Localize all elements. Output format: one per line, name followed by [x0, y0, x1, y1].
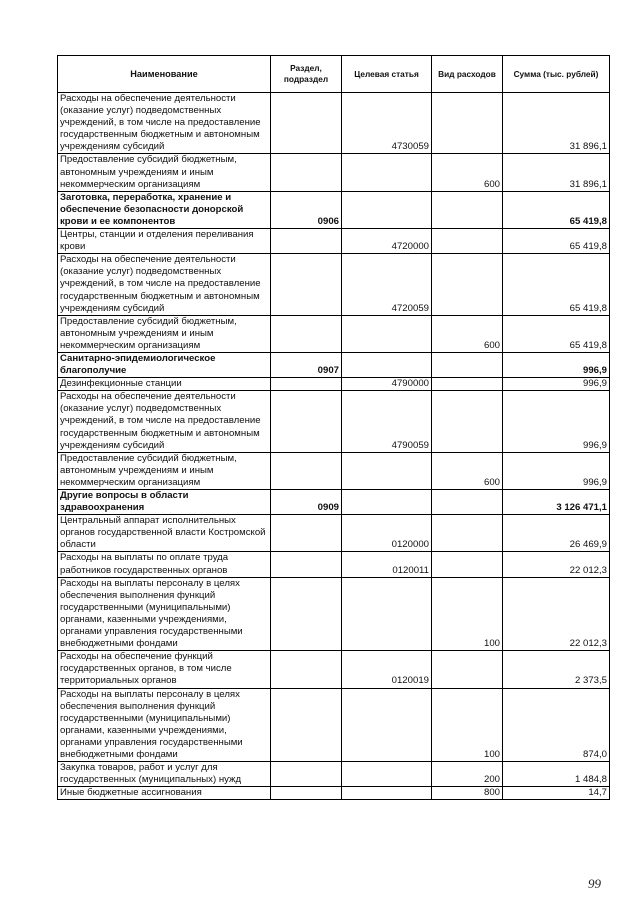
row-sum-cell: 14,7: [503, 787, 610, 800]
row-target-cell: 0120019: [342, 651, 432, 688]
row-type-cell: [432, 254, 503, 315]
row-target-cell: [342, 352, 432, 377]
row-sum-cell: 65 419,8: [503, 254, 610, 315]
table-row: [58, 154, 610, 191]
table-row: [58, 762, 610, 787]
table-row: [58, 651, 610, 688]
table-row: [58, 315, 610, 352]
row-name-cell: Иные бюджетные ассигнования: [58, 787, 271, 800]
row-type-cell: 800: [432, 787, 503, 800]
table-row: [58, 191, 610, 228]
row-sum-cell: 22 012,3: [503, 552, 610, 577]
table-body: [58, 93, 610, 800]
row-type-cell: [432, 490, 503, 515]
row-name-cell: Расходы на обеспечение деятельности (оказание услуг) подведомственных учреждений, в том числе на предоставление государственным бюджетным и автономным учреждениям субсидий: [58, 254, 271, 315]
row-section-cell: [271, 391, 342, 452]
row-target-cell: [342, 452, 432, 489]
row-section-cell: [271, 651, 342, 688]
row-name-cell: Расходы на обеспечение деятельности (оказание услуг) подведомственных учреждений, в том числе на предоставление государственным бюджетным и автономным учреждениям субсидий: [58, 93, 271, 154]
row-target-cell: 4720059: [342, 254, 432, 315]
row-name-cell: Закупка товаров, работ и услуг для государственных (муниципальных) нужд: [58, 762, 271, 787]
row-target-cell: [342, 787, 432, 800]
row-sum-cell: 65 419,8: [503, 315, 610, 352]
row-name-cell: Расходы на выплаты персоналу в целях обеспечения выполнения функций государственными (муниципальными) органами, казенными учреждениями, органами управления государственными внебюджетными фондами: [58, 688, 271, 762]
row-target-cell: [342, 577, 432, 651]
row-name-cell: Санитарно-эпидемиологическое благополучие: [58, 352, 271, 377]
row-section-cell: 0906: [271, 191, 342, 228]
row-type-cell: [432, 229, 503, 254]
table-row: [58, 254, 610, 315]
row-section-cell: [271, 452, 342, 489]
row-target-cell: [342, 688, 432, 762]
row-sum-cell: 3 126 471,1: [503, 490, 610, 515]
row-section-cell: [271, 515, 342, 552]
row-section-cell: [271, 577, 342, 651]
row-target-cell: 4790059: [342, 391, 432, 452]
row-type-cell: [432, 378, 503, 391]
budget-table: [57, 55, 610, 800]
row-sum-cell: 996,9: [503, 352, 610, 377]
row-type-cell: [432, 552, 503, 577]
table-row: [58, 352, 610, 377]
row-target-cell: 4720000: [342, 229, 432, 254]
row-sum-cell: 1 484,8: [503, 762, 610, 787]
row-name-cell: Другие вопросы в области здравоохранения: [58, 490, 271, 515]
table-row: [58, 490, 610, 515]
row-section-cell: [271, 688, 342, 762]
row-sum-cell: 996,9: [503, 391, 610, 452]
row-name-cell: Заготовка, переработка, хранение и обеспечение безопасности донорской крови и ее компонентов: [58, 191, 271, 228]
row-target-cell: [342, 191, 432, 228]
row-name-cell: Предоставление субсидий бюджетным, автономным учреждениям и иным некоммерческим организациям: [58, 452, 271, 489]
row-sum-cell: 996,9: [503, 378, 610, 391]
row-name-cell: Расходы на обеспечение деятельности (оказание услуг) подведомственных учреждений, в том числе на предоставление государственным бюджетным и автономным учреждениям субсидий: [58, 391, 271, 452]
row-name-cell: Предоставление субсидий бюджетным, автономным учреждениям и иным некоммерческим организациям: [58, 154, 271, 191]
row-section-cell: [271, 315, 342, 352]
row-type-cell: [432, 651, 503, 688]
row-section-cell: [271, 93, 342, 154]
row-type-cell: 600: [432, 315, 503, 352]
column-header-type: Вид расходов: [432, 56, 503, 93]
row-name-cell: Центральный аппарат исполнительных органов государственной власти Костромской области: [58, 515, 271, 552]
row-target-cell: [342, 762, 432, 787]
row-type-cell: [432, 191, 503, 228]
table-row: [58, 229, 610, 254]
row-sum-cell: 996,9: [503, 452, 610, 489]
row-type-cell: 600: [432, 154, 503, 191]
column-header-name: Наименование: [58, 56, 271, 93]
row-target-cell: [342, 315, 432, 352]
row-name-cell: Расходы на выплаты по оплате труда работников государственных органов: [58, 552, 271, 577]
row-section-cell: [271, 787, 342, 800]
row-type-cell: 100: [432, 577, 503, 651]
row-section-cell: [271, 552, 342, 577]
row-section-cell: [271, 762, 342, 787]
row-type-cell: 600: [432, 452, 503, 489]
row-sum-cell: 2 373,5: [503, 651, 610, 688]
row-name-cell: Дезинфекционные станции: [58, 378, 271, 391]
row-name-cell: Предоставление субсидий бюджетным, автономным учреждениям и иным некоммерческим организациям: [58, 315, 271, 352]
row-target-cell: 0120000: [342, 515, 432, 552]
row-section-cell: [271, 378, 342, 391]
row-target-cell: 4790000: [342, 378, 432, 391]
row-sum-cell: 65 419,8: [503, 191, 610, 228]
table-row: [58, 515, 610, 552]
table-row: [58, 378, 610, 391]
row-section-cell: [271, 229, 342, 254]
row-target-cell: [342, 154, 432, 191]
table-row: [58, 452, 610, 489]
row-sum-cell: 22 012,3: [503, 577, 610, 651]
column-header-section: Раздел, подраздел: [271, 56, 342, 93]
row-type-cell: 200: [432, 762, 503, 787]
table-row: [58, 552, 610, 577]
row-name-cell: Центры, станции и отделения переливания крови: [58, 229, 271, 254]
row-section-cell: 0909: [271, 490, 342, 515]
row-name-cell: Расходы на выплаты персоналу в целях обеспечения выполнения функций государственными (муниципальными) органами, казенными учреждениями, органами управления государственными внебюджетными фондами: [58, 577, 271, 651]
table-row: [58, 688, 610, 762]
row-target-cell: [342, 490, 432, 515]
table-row: [58, 391, 610, 452]
row-section-cell: [271, 154, 342, 191]
row-type-cell: [432, 515, 503, 552]
column-header-sum: Сумма (тыс. рублей): [503, 56, 610, 93]
table-row: [58, 787, 610, 800]
row-type-cell: [432, 391, 503, 452]
row-sum-cell: 31 896,1: [503, 154, 610, 191]
row-name-cell: Расходы на обеспечение функций государственных органов, в том числе территориальных органов: [58, 651, 271, 688]
row-section-cell: 0907: [271, 352, 342, 377]
row-section-cell: [271, 254, 342, 315]
row-type-cell: 100: [432, 688, 503, 762]
row-sum-cell: 65 419,8: [503, 229, 610, 254]
page-number: 99: [588, 876, 601, 891]
row-type-cell: [432, 93, 503, 154]
table-row: [58, 577, 610, 651]
table-header-row: [58, 56, 610, 93]
row-sum-cell: 874,0: [503, 688, 610, 762]
row-target-cell: 0120011: [342, 552, 432, 577]
table-row: [58, 93, 610, 154]
row-target-cell: 4730059: [342, 93, 432, 154]
row-sum-cell: 31 896,1: [503, 93, 610, 154]
column-header-target: Целевая статья: [342, 56, 432, 93]
row-type-cell: [432, 352, 503, 377]
row-sum-cell: 26 469,9: [503, 515, 610, 552]
